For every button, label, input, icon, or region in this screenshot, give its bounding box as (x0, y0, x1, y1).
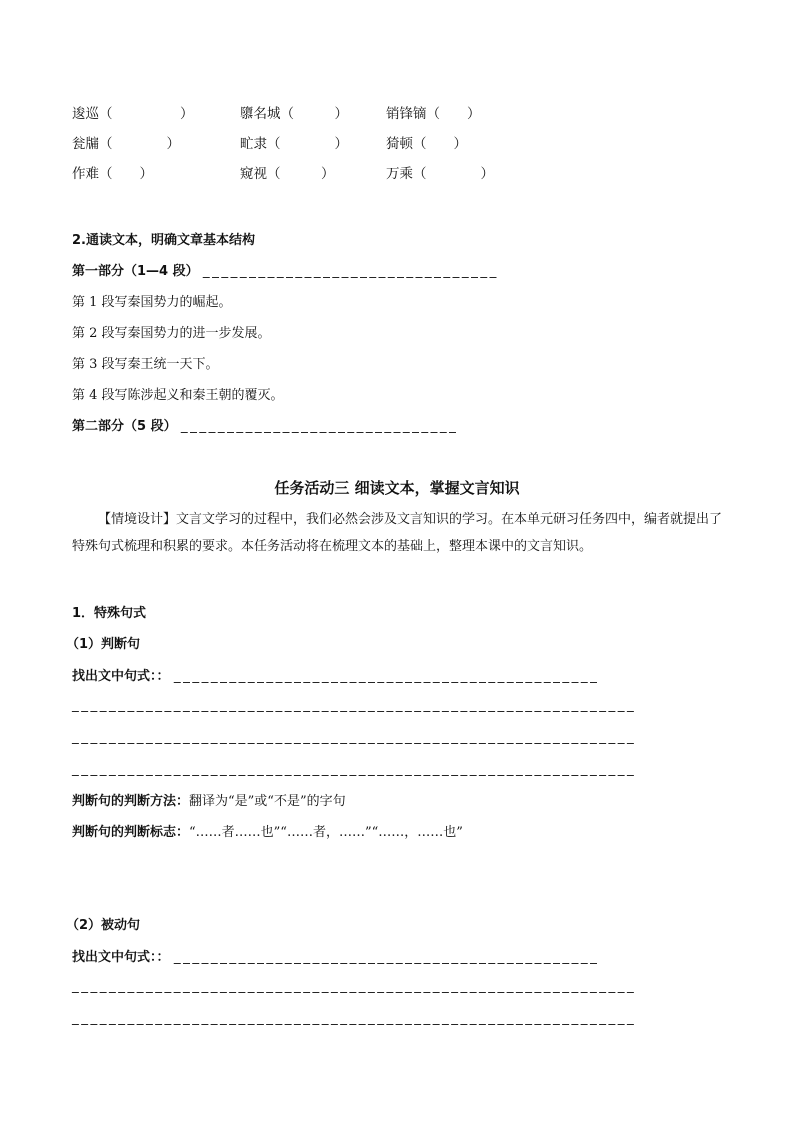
find-label: 找出文中句式：： (72, 950, 170, 965)
answer-line[interactable]: _____________________________________________________________ (72, 761, 637, 777)
vocab-row (72, 162, 632, 192)
find-label: 找出文中句式：： (72, 669, 170, 684)
judgment-marker-row (72, 821, 463, 840)
part1-row (72, 260, 499, 279)
part1-answer-line[interactable]: ________________________________ (202, 263, 499, 279)
answer-line[interactable]: ______________________________________________ (173, 949, 600, 965)
vocab-item: 甿隶（ ） (240, 136, 348, 152)
part2-label: 第二部分（5 段） (72, 419, 177, 434)
answer-line[interactable]: _____________________________________________________________ (72, 1010, 637, 1026)
vocab-item: 猗顿（ ） (386, 136, 467, 152)
paragraph-summary: 第 1 段写秦国势力的崛起。 (72, 295, 232, 310)
scenario-paragraph (72, 506, 732, 560)
method-text: 翻译为“是”或“不是”的字句 (189, 794, 346, 809)
vocab-row (72, 102, 632, 132)
section-heading: 2.通读文本，明确文章基本结构 (72, 233, 255, 248)
part1-label: 第一部分（1—4 段） (72, 264, 199, 279)
vocab-grid (72, 102, 632, 192)
paragraph-summary: 第 4 段写陈涉起义和秦王朝的覆灭。 (72, 388, 284, 403)
part2-answer-line[interactable]: ______________________________ (180, 418, 459, 434)
scenario-label: 【情境设计】 (98, 512, 177, 527)
judgment-method-row (72, 790, 346, 809)
answer-line[interactable]: _____________________________________________________________ (72, 978, 637, 994)
subsection-heading: （1）判断句 (66, 637, 141, 652)
paragraph-summary: 第 3 段写秦王统一天下。 (72, 357, 219, 372)
section-heading: 1．特殊句式 (72, 606, 147, 621)
answer-line[interactable]: _____________________________________________________________ (72, 729, 637, 745)
scenario-text: 文言文学习的过程中，我们必然会涉及文言知识的学习。在本单元研习任务四中，编者就提出了特殊句式梳理和积累的要求。本任务活动将在梳理文本的基础上，整理本课中的文言知识。 (72, 512, 723, 554)
answer-line[interactable]: ______________________________________________ (173, 668, 600, 684)
passive-find-row (72, 946, 599, 965)
vocab-item: 作难（ ） (72, 166, 153, 182)
vocab-item: 瓮牖（ ） (72, 136, 180, 152)
vocab-item: 销锋镝（ ） (386, 106, 481, 122)
vocab-item: 隳名城（ ） (240, 106, 348, 122)
vocab-item: 窥视（ ） (240, 166, 335, 182)
vocab-item: 万乘（ ） (386, 166, 494, 182)
part2-row (72, 415, 458, 434)
marker-label: 判断句的判断标志： (72, 825, 190, 840)
vocab-row (72, 132, 632, 162)
marker-text: “……者……也”“……者，……”“……，……也” (189, 825, 463, 840)
task-title: 任务活动三 细读文本，掌握文言知识 (274, 479, 520, 497)
vocab-item: 逡巡（ ） (72, 106, 194, 122)
judgment-find-row (72, 665, 599, 684)
subsection-heading: （2）被动句 (66, 918, 141, 933)
method-label: 判断句的判断方法： (72, 794, 190, 809)
answer-line[interactable]: _____________________________________________________________ (72, 697, 637, 713)
paragraph-summary: 第 2 段写秦国势力的进一步发展。 (72, 326, 271, 341)
